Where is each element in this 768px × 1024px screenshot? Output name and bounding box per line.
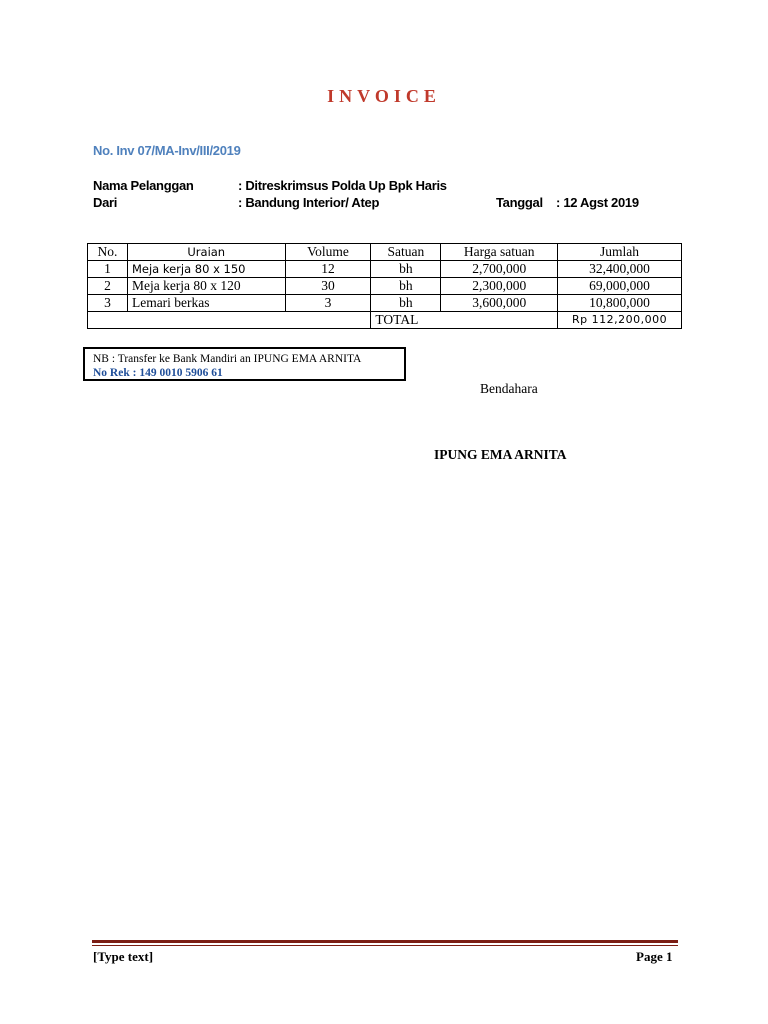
row-harga-satuan: 2,700,000: [441, 261, 558, 278]
table-total-row: [88, 312, 682, 329]
header-uraian: Uraian: [127, 244, 285, 261]
customer-name-label: Nama Pelanggan: [93, 178, 194, 193]
footer-rule-thin: [92, 945, 678, 946]
footer-left-text: [Type text]: [93, 949, 154, 964]
from-value: : Bandung Interior/ Atep: [238, 195, 380, 210]
transfer-note-line: NB : Transfer ke Bank Mandiri an IPUNG EMA ARNITA: [93, 353, 362, 365]
transfer-note: [83, 347, 406, 381]
table-row: [88, 295, 682, 312]
total-label: TOTAL: [371, 312, 558, 329]
row-no: 1: [88, 261, 128, 278]
row-uraian: Meja kerja 80 x 120: [127, 278, 285, 295]
header-volume: Volume: [285, 244, 371, 261]
header-no: No.: [88, 244, 128, 261]
row-uraian: Meja kerja 80 x 150: [127, 261, 285, 278]
row-volume: 30: [285, 278, 371, 295]
row-volume: 3: [285, 295, 371, 312]
row-no: 2: [88, 278, 128, 295]
total-spacer: [88, 312, 371, 329]
header-jumlah: Jumlah: [558, 244, 682, 261]
row-jumlah: 32,400,000: [558, 261, 682, 278]
footer-rule: [92, 940, 678, 943]
invoice-number: No. Inv 07/MA-Inv/III/2019: [93, 143, 241, 158]
footer-page-number: Page 1: [636, 949, 673, 964]
row-satuan: bh: [371, 261, 441, 278]
date-value: : 12 Agst 2019: [556, 195, 639, 210]
customer-name-value: : Ditreskrimsus Polda Up Bpk Haris: [238, 178, 447, 193]
table-header-row: [88, 244, 682, 261]
header-satuan: Satuan: [371, 244, 441, 261]
row-volume: 12: [285, 261, 371, 278]
row-harga-satuan: 3,600,000: [441, 295, 558, 312]
from-label: Dari: [93, 195, 118, 210]
row-jumlah: 10,800,000: [558, 295, 682, 312]
row-satuan: bh: [371, 278, 441, 295]
table-row: [88, 278, 682, 295]
invoice-title: INVOICE: [327, 86, 441, 106]
account-number: No Rek : 149 0010 5906 61: [93, 367, 223, 379]
row-no: 3: [88, 295, 128, 312]
table-row: [88, 261, 682, 278]
items-table: [87, 243, 682, 329]
header-harga-satuan: Harga satuan: [441, 244, 558, 261]
date-label: Tanggal: [496, 195, 543, 210]
signature-role: Bendahara: [480, 381, 538, 396]
row-satuan: bh: [371, 295, 441, 312]
row-jumlah: 69,000,000: [558, 278, 682, 295]
total-value: Rp 112,200,000: [558, 312, 682, 329]
signature-name: IPUNG EMA ARNITA: [434, 447, 567, 462]
row-harga-satuan: 2,300,000: [441, 278, 558, 295]
row-uraian: Lemari berkas: [127, 295, 285, 312]
